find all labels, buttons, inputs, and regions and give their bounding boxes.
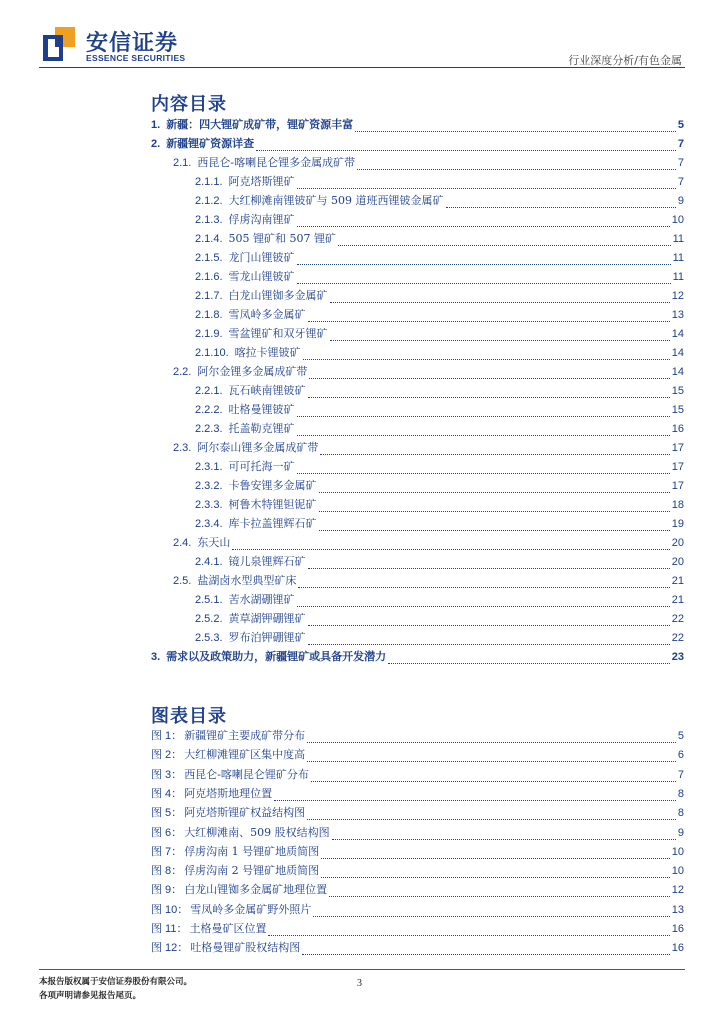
toc-entry-number: 2.1.7. [195,290,223,302]
toc-entry-title: 大红柳滩南锂铍矿与 509 道班西锂铍金属矿 [228,194,444,207]
figure-entry-title: 大红柳滩锂矿区集中度高 [184,748,306,761]
toc-entry-title: 苦水湖硼锂矿 [228,593,295,606]
toc-entry[interactable] [151,118,684,132]
toc-entry-title: 喀拉卡锂铍矿 [234,346,301,359]
figure-entry-number: 图 5： [151,807,183,819]
dot-leader [320,444,669,455]
toc-entry[interactable] [195,422,684,436]
figure-entry-title: 俘虏沟南 1 号锂矿地质简图 [184,845,320,858]
logo-name-en: ESSENCE SECURITIES [86,53,186,63]
figure-entry-number: 图 10： [151,904,189,916]
toc-entry-title: 阿克塔斯锂矿 [228,175,295,188]
figure-entry[interactable] [151,729,684,743]
page-number: 3 [357,978,362,989]
figure-entry-page: 5 [677,730,684,742]
toc-entry[interactable] [195,232,684,246]
figure-entry-title: 大红柳滩南、509 股权结构图 [184,826,330,839]
toc-entry[interactable] [151,137,684,151]
toc-entry-page: 21 [671,575,684,587]
figure-entry-number: 图 4： [151,788,183,800]
toc-entry-title: 吐格曼锂铍矿 [228,403,295,416]
dot-leader [338,235,671,246]
toc-entry[interactable] [195,384,684,398]
dot-leader [446,197,676,208]
figure-entry-page: 10 [671,865,684,877]
toc-entry-title: 西昆仑-喀喇昆仑锂多金属成矿带 [197,156,356,169]
toc-entry-page: 14 [671,347,684,359]
figure-entry-title: 俘虏沟南 2 号锂矿地质简图 [184,864,320,877]
toc-entry-page: 17 [671,480,684,492]
figure-entry-page: 16 [671,942,684,954]
toc-entry-page: 15 [671,385,684,397]
figure-entry-page: 6 [677,749,684,761]
figure-entry-page: 10 [671,846,684,858]
toc-entry[interactable] [195,498,684,512]
dot-leader [303,349,670,360]
toc-entry[interactable] [195,213,684,227]
toc-entry-number: 2.3.4. [195,518,223,530]
toc-entry-number: 2.4.1. [195,556,223,568]
footer-disclaimer: 各项声明请参见报告尾页。 [39,991,142,1001]
toc-entry-title: 阿尔金锂多金属成矿带 [197,365,308,378]
toc-entry-title: 托盖勒克锂矿 [228,422,295,435]
toc-entry-number: 2.2.1. [195,385,223,397]
figure-entry[interactable] [151,845,684,859]
logo-name-cn: 安信证券 [86,31,179,56]
toc-entry-page: 16 [671,423,684,435]
toc-entry-number: 2.1.1. [195,176,223,188]
figure-entry[interactable] [151,903,684,917]
dot-leader [355,121,676,132]
toc-entry-page: 5 [677,119,684,131]
dot-leader [274,790,676,801]
toc-entry-number: 2.3. [173,442,192,454]
toc-entry-page: 17 [671,461,684,473]
figure-entry-title: 阿克塔斯地理位置 [184,787,273,800]
toc-entry-title: 阿尔泰山锂多金属成矿带 [197,441,319,454]
toc-entry[interactable] [195,479,684,493]
toc-entry-number: 2.1.9. [195,328,223,340]
toc-entry[interactable] [173,574,684,588]
toc-entry[interactable] [195,612,684,626]
toc-entry-page: 15 [671,404,684,416]
toc-entry-number: 2.2.3. [195,423,223,435]
toc-entry-number: 2.1.6. [195,271,223,283]
figure-entry-title: 土格曼矿区位置 [189,922,267,935]
toc-entry-number: 2.5. [173,575,192,587]
figure-entry-title: 雪凤岭多金属矿野外照片 [190,903,312,916]
toc-entry-page: 22 [671,613,684,625]
toc-entry-title: 雪凤岭多金属矿 [228,308,306,321]
report-category: 行业深度分析/有色金属 [568,54,682,67]
toc-entry-page: 20 [671,537,684,549]
figure-entry-number: 图 7： [151,846,183,858]
toc-entry-number: 2. [151,138,161,150]
toc-entry-number: 2.1. [173,157,192,169]
figure-entry-number: 图 1： [151,730,183,742]
toc-entry-title: 新疆锂矿资源详查 [166,137,255,150]
toc-entry-title: 俘虏沟南锂矿 [228,213,295,226]
toc-entry-number: 2.1.2. [195,195,223,207]
toc-entry-number: 2.5.2. [195,613,223,625]
figure-entry[interactable] [151,864,684,878]
header-divider [39,67,685,68]
toc-entry-page: 17 [671,442,684,454]
toc-entry-title: 可可托海一矿 [228,460,295,473]
figure-entry-number: 图 11： [151,923,188,935]
toc-entry-title: 镜儿泉锂辉石矿 [228,555,306,568]
toc-entry-page: 12 [671,290,684,302]
figure-entry-page: 13 [671,904,684,916]
dot-leader [319,520,670,531]
toc-entry-page: 11 [672,271,684,283]
dot-leader [313,906,669,917]
toc-entry-page: 11 [672,252,684,264]
toc-entry-title: 需求以及政策助力，新疆锂矿或具备开发潜力 [166,650,387,663]
toc-entry-number: 2.3.3. [195,499,223,511]
dot-leader [319,482,670,493]
dot-leader [297,178,676,189]
dot-leader [297,254,671,265]
toc-entry-title: 柯鲁木特锂钽铌矿 [228,498,317,511]
toc-entry-page: 10 [671,214,684,226]
logo-mark-icon [41,25,77,63]
toc-entry-title: 罗布泊钾硼锂矿 [228,631,306,644]
toc-entry-title: 雪龙山锂铍矿 [228,270,295,283]
toc-entry[interactable] [195,346,684,360]
toc-entry[interactable] [173,365,684,379]
toc-entry[interactable] [195,327,684,341]
toc-entry[interactable] [195,517,684,531]
footer-divider [39,969,685,970]
figure-entry-title: 吐格曼锂矿股权结构图 [190,941,301,954]
figure-entry-number: 图 2： [151,749,183,761]
dot-leader [297,425,670,436]
toc-entry-page: 13 [671,309,684,321]
toc-entry-page: 20 [671,556,684,568]
dot-leader [302,944,669,955]
dot-leader [308,615,670,626]
dot-leader [297,596,670,607]
toc-entry[interactable] [195,270,684,284]
toc-entry[interactable] [173,156,684,170]
figure-entry-page: 16 [671,923,684,935]
figure-entry-title: 阿克塔斯锂矿权益结构图 [184,806,306,819]
toc-entry-title: 雪盆锂矿和双牙锂矿 [228,327,328,340]
dot-leader [321,848,670,859]
figure-entry-title: 新疆锂矿主要成矿带分布 [184,729,306,742]
figure-entry[interactable] [151,787,684,801]
dot-leader [332,829,676,840]
toc-entry-page: 7 [677,157,684,169]
figures-title: 图表目录 [151,706,227,727]
dot-leader [268,925,669,936]
toc-entry-page: 7 [677,138,684,150]
toc-entry-number: 2.5.3. [195,632,223,644]
toc-entry-page: 11 [672,233,684,245]
dot-leader [297,463,670,474]
dot-leader [329,886,670,897]
toc-entry-title: 瓦石峡南锂铍矿 [228,384,306,397]
dot-leader [388,653,670,664]
figure-entry[interactable] [151,922,684,936]
toc-entry-number: 2.1.5. [195,252,223,264]
toc-entry-page: 14 [671,366,684,378]
toc-entry-number: 2.1.10. [195,347,229,359]
toc-entry-number: 2.2.2. [195,404,223,416]
toc-entry-number: 2.1.3. [195,214,223,226]
dot-leader [307,732,676,743]
toc-entry[interactable] [151,650,684,664]
toc-entry-page: 9 [677,195,684,207]
toc-entry-title: 505 锂矿和 507 锂矿 [228,232,337,245]
figure-entry[interactable] [151,826,684,840]
dot-leader [357,159,676,170]
toc-entry[interactable] [195,460,684,474]
toc-entry-title: 盐湖卤水型典型矿床 [197,574,297,587]
toc-entry-page: 18 [671,499,684,511]
figure-entry[interactable] [151,768,684,782]
toc-entry-number: 3. [151,651,161,663]
toc-entry-title: 新疆：四大锂矿成矿带，锂矿资源丰富 [166,118,354,131]
toc-entry[interactable] [195,631,684,645]
figure-entry-number: 图 8： [151,865,183,877]
dot-leader [330,330,670,341]
dot-leader [308,634,670,645]
toc-entry-number: 2.3.1. [195,461,223,473]
toc-entry[interactable] [195,194,684,208]
toc-entry[interactable] [195,251,684,265]
toc-entry-page: 19 [671,518,684,530]
dot-leader [308,311,670,322]
toc-entry-page: 21 [671,594,684,606]
toc-entry-number: 2.1.8. [195,309,223,321]
dot-leader [319,501,670,512]
toc-entry-page: 23 [671,651,684,663]
figure-entry[interactable] [151,941,684,955]
toc-entry-title: 东天山 [197,536,231,549]
figure-entry-page: 8 [677,807,684,819]
toc-entry-number: 2.1.4. [195,233,223,245]
toc-entry[interactable] [195,175,684,189]
figure-entry-page: 8 [677,788,684,800]
dot-leader [232,539,669,550]
toc-entry-page: 14 [671,328,684,340]
toc-entry-number: 1. [151,119,161,131]
dot-leader [330,292,670,303]
toc-entry-title: 库卡拉盖锂辉石矿 [228,517,317,530]
figure-entry-number: 图 3： [151,769,183,781]
dot-leader [256,140,676,151]
toc-entry-page: 22 [671,632,684,644]
figure-entry-title: 白龙山锂铷多金属矿地理位置 [184,883,328,896]
figure-entry-page: 12 [671,884,684,896]
dot-leader [311,771,676,782]
dot-leader [297,406,670,417]
dot-leader [308,387,670,398]
dot-leader [307,809,676,820]
dot-leader [307,751,676,762]
figure-entry[interactable] [151,883,684,897]
toc-entry[interactable] [195,593,684,607]
toc-entry-title: 卡鲁安锂多金属矿 [228,479,317,492]
figure-entry-number: 图 12： [151,942,189,954]
figure-entry-page: 9 [677,827,684,839]
footer-copyright: 本报告版权属于安信证券股份有限公司。 [39,977,193,987]
toc-entry-title: 黄草湖钾硼锂矿 [228,612,306,625]
figure-entry[interactable] [151,806,684,820]
toc-entry-number: 2.4. [173,537,192,549]
figure-entry-number: 图 6： [151,827,183,839]
toc-entry[interactable] [195,308,684,322]
toc-entry-number: 2.2. [173,366,192,378]
dot-leader [321,867,670,878]
dot-leader [297,273,671,284]
dot-leader [309,368,669,379]
contents-title: 内容目录 [151,94,227,115]
toc-entry-number: 2.5.1. [195,594,223,606]
toc-entry-title: 白龙山锂铷多金属矿 [228,289,328,302]
toc-entry[interactable] [173,536,684,550]
dot-leader [297,216,670,227]
figure-entry-number: 图 9： [151,884,183,896]
toc-entry-page: 7 [677,176,684,188]
toc-entry[interactable] [195,555,684,569]
dot-leader [298,577,669,588]
toc-entry[interactable] [195,403,684,417]
toc-entry[interactable] [173,441,684,455]
toc-entry-title: 龙门山锂铍矿 [228,251,295,264]
toc-entry-number: 2.3.2. [195,480,223,492]
toc-entry[interactable] [195,289,684,303]
figure-entry[interactable] [151,748,684,762]
dot-leader [308,558,670,569]
figure-entry-page: 7 [677,769,684,781]
figure-entry-title: 西昆仑-喀喇昆仑锂矿分布 [184,768,309,781]
